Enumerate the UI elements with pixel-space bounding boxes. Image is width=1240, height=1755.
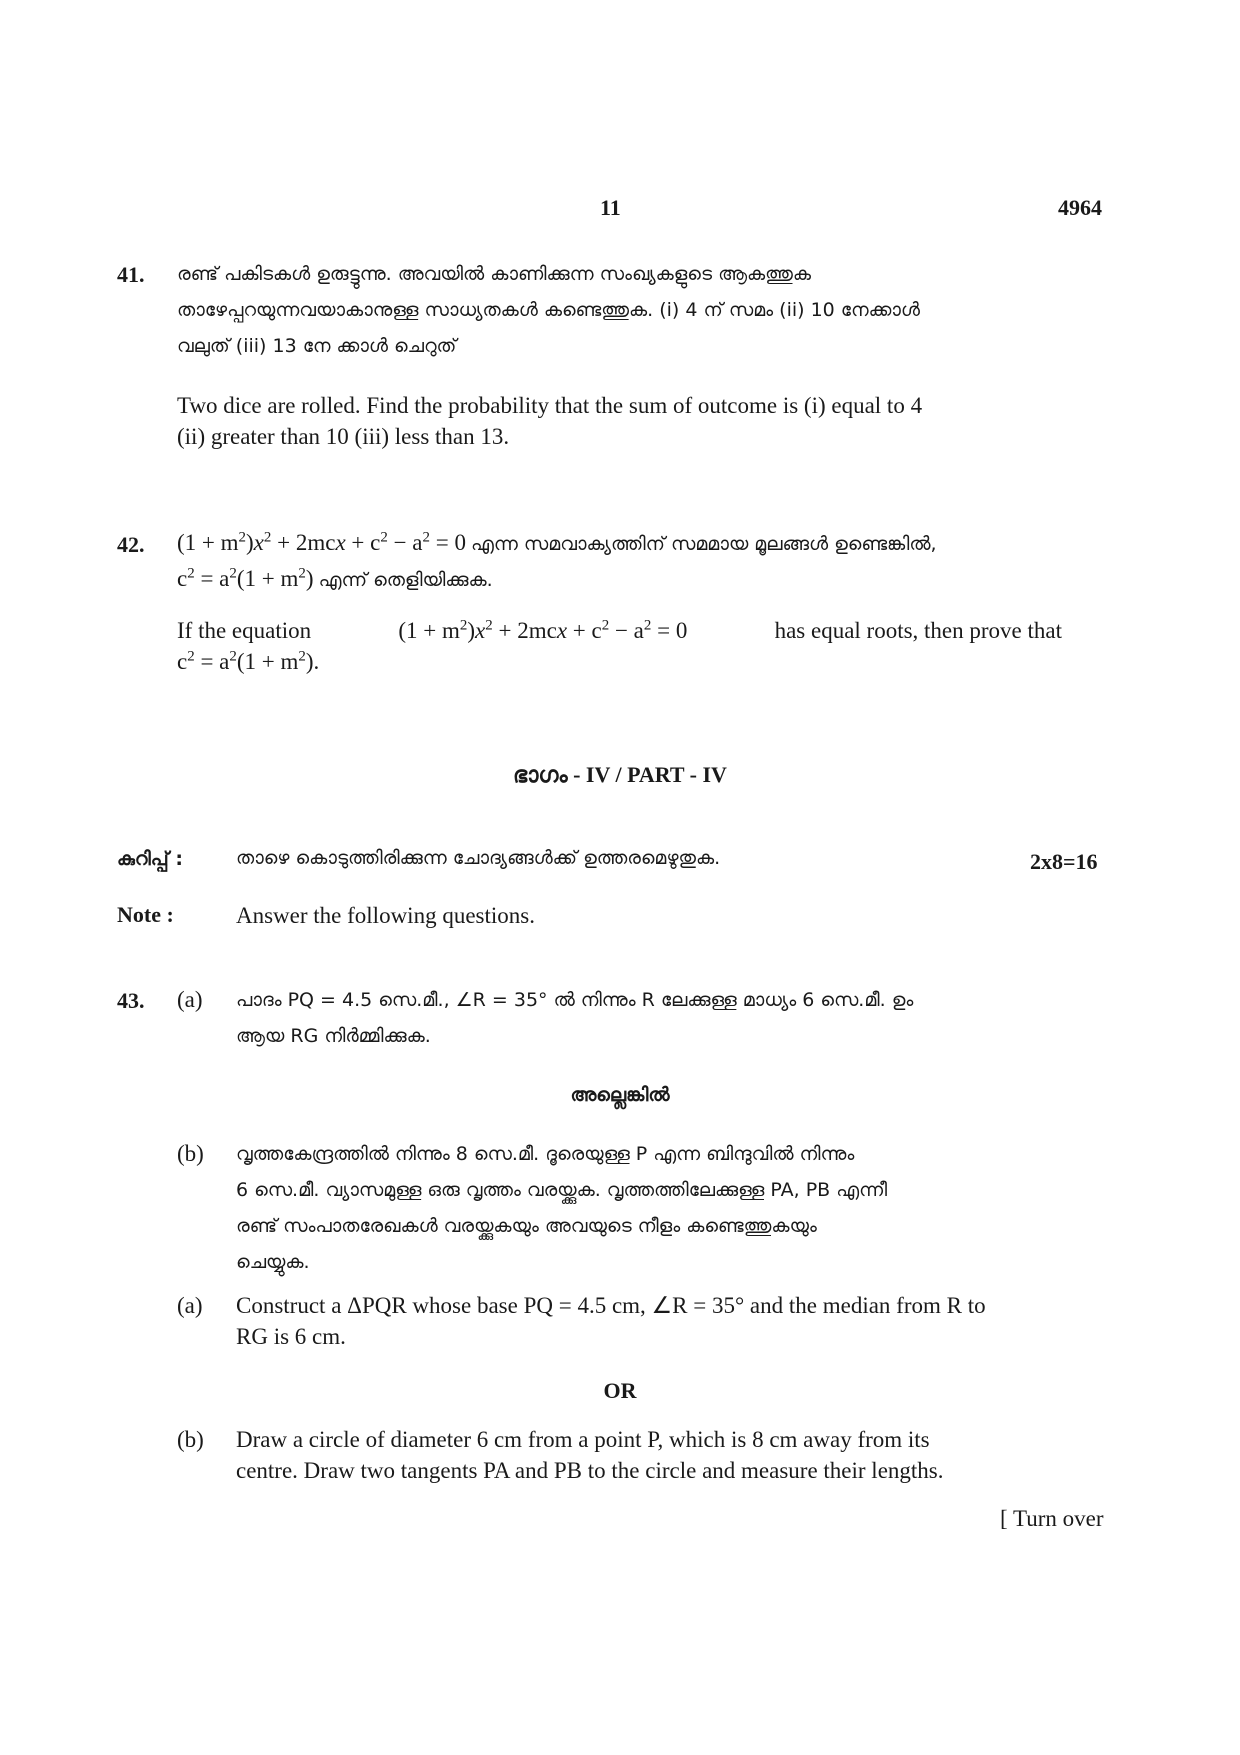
q43-ml-b-line-3: രണ്ട് സംപാതരേഖകൾ വരയ്ക്കുകയും അവയുടെ നീളം കണ്ടെത്തുകയും xyxy=(236,1215,817,1237)
marks: 2x8=16 xyxy=(1030,849,1098,874)
question-41-english xyxy=(177,390,1062,452)
q43-en-a-line-2: RG is 6 cm. xyxy=(236,1324,346,1349)
note-text-english: Answer the following questions. xyxy=(236,903,535,928)
paper-code: 4964 xyxy=(1058,195,1102,220)
q43-ml-b-line-2: 6 സെ.മീ. വ്യാസമുള്ള ഒരു വൃത്തം വരയ്ക്കുക. വൃത്തത്തിലേക്കുള്ള PA, PB എന്നീ xyxy=(236,1179,888,1201)
q42-ml-line-1-text: എന്ന സമവാക്യത്തിന് സമമായ മൂലങ്ങൾ ഉണ്ടെങ്കിൽ, xyxy=(471,533,937,555)
q43-ml-a-line-2: ആയ RG നിർമ്മിക്കുക. xyxy=(236,1025,431,1047)
q43-en-part-a xyxy=(236,1290,1062,1352)
question-42-malayalam xyxy=(177,526,1067,598)
or-english: OR xyxy=(603,1378,637,1403)
q41-en-line-2: (ii) greater than 10 (iii) less than 13. xyxy=(177,424,510,449)
part-heading: ഭാഗം - IV / PART - IV xyxy=(513,762,727,787)
note-label-english: Note : xyxy=(117,902,174,927)
q43-ml-a-label: (a) xyxy=(177,987,203,1012)
q41-ml-line-3: വലുത് (iii) 13 നേ ക്കാൾ ചെറുത് xyxy=(177,335,457,357)
question-41-malayalam xyxy=(177,256,1057,364)
q42-result-2: $c^2 = a^2(1 + m^2)$. xyxy=(177,648,320,674)
q43-ml-b-line-4: ചെയ്യുക. xyxy=(236,1251,310,1273)
q41-ml-line-2: താഴേപ്പറയുന്നവയാകാനുള്ള സാധ്യതകൾ കണ്ടെത്തുക. (i) 4 ന് സമം (ii) 10 നേക്കാൾ xyxy=(177,299,920,321)
note-label-malayalam: കുറിപ്പ് : xyxy=(117,848,183,870)
q43-en-a-line-1: Construct a ΔPQR whose base PQ = 4.5 cm, ∠R = 35° and the median from R to xyxy=(236,1293,986,1318)
q41-en-line-1: Two dice are rolled. Find the probability that the sum of outcome is (i) equal to 4 xyxy=(177,393,923,418)
q43-ml-part-b xyxy=(236,1136,1066,1280)
q43-ml-b-label: (b) xyxy=(177,1141,204,1166)
question-41-number: 41. xyxy=(117,262,145,287)
note-text-malayalam: താഴെ കൊടുത്തിരിക്കുന്ന ചോദ്യങ്ങൾക്ക് ഉത്തരമെഴുതുക. xyxy=(236,847,721,869)
q42-en-prefix: If the equation xyxy=(177,618,312,643)
q42-en-suffix: has equal roots, then prove that xyxy=(774,618,1062,643)
question-42-number: 42. xyxy=(117,532,145,557)
q43-en-part-b xyxy=(236,1424,1062,1486)
q41-ml-line-1: രണ്ട് പകിടകൾ ഉരുട്ടുന്നു. അവയിൽ കാണിക്കുന്ന സംഖ്യകളുടെ ആകത്തുക xyxy=(177,263,812,285)
q43-ml-part-a xyxy=(236,982,1066,1054)
q43-ml-a-line-1: പാദം PQ = 4.5 സെ.മീ., ∠R = 35° ൽ നിന്നും R ലേക്കുള്ള മാധ്യം 6 സെ.മീ. ഉം xyxy=(236,989,914,1011)
or-malayalam: അല്ലെങ്കിൽ xyxy=(570,1084,670,1106)
q43-ml-b-line-1: വൃത്തകേന്ദ്രത്തിൽ നിന്നും 8 സെ.മീ. ദൂരെയുള്ള P എന്ന ബിന്ദുവിൽ നിന്നും xyxy=(236,1143,855,1165)
q42-equation-2: $(1 + m^2)x^2 + 2mcx + c^2 - a^2 = 0$ xyxy=(398,617,688,643)
q43-en-a-label: (a) xyxy=(177,1293,203,1318)
q43-en-b-line-1: Draw a circle of diameter 6 cm from a point P, which is 8 cm away from its xyxy=(236,1427,930,1452)
q42-result-1: $c^2 = a^2(1 + m^2)$ xyxy=(177,565,314,591)
q42-ml-line-2-text: എന്ന് തെളിയിക്കുക. xyxy=(318,569,493,591)
page-number: 11 xyxy=(600,195,621,220)
turn-over: [ Turn over xyxy=(1000,1506,1104,1531)
q43-en-b-line-2: centre. Draw two tangents PA and PB to the circle and measure their lengths. xyxy=(236,1458,944,1483)
question-42-english xyxy=(177,615,1062,677)
question-43-number: 43. xyxy=(117,988,145,1013)
q43-en-b-label: (b) xyxy=(177,1427,204,1452)
q42-equation-1: $(1 + m^2)x^2 + 2mcx + c^2 - a^2 = 0$ xyxy=(177,529,466,555)
